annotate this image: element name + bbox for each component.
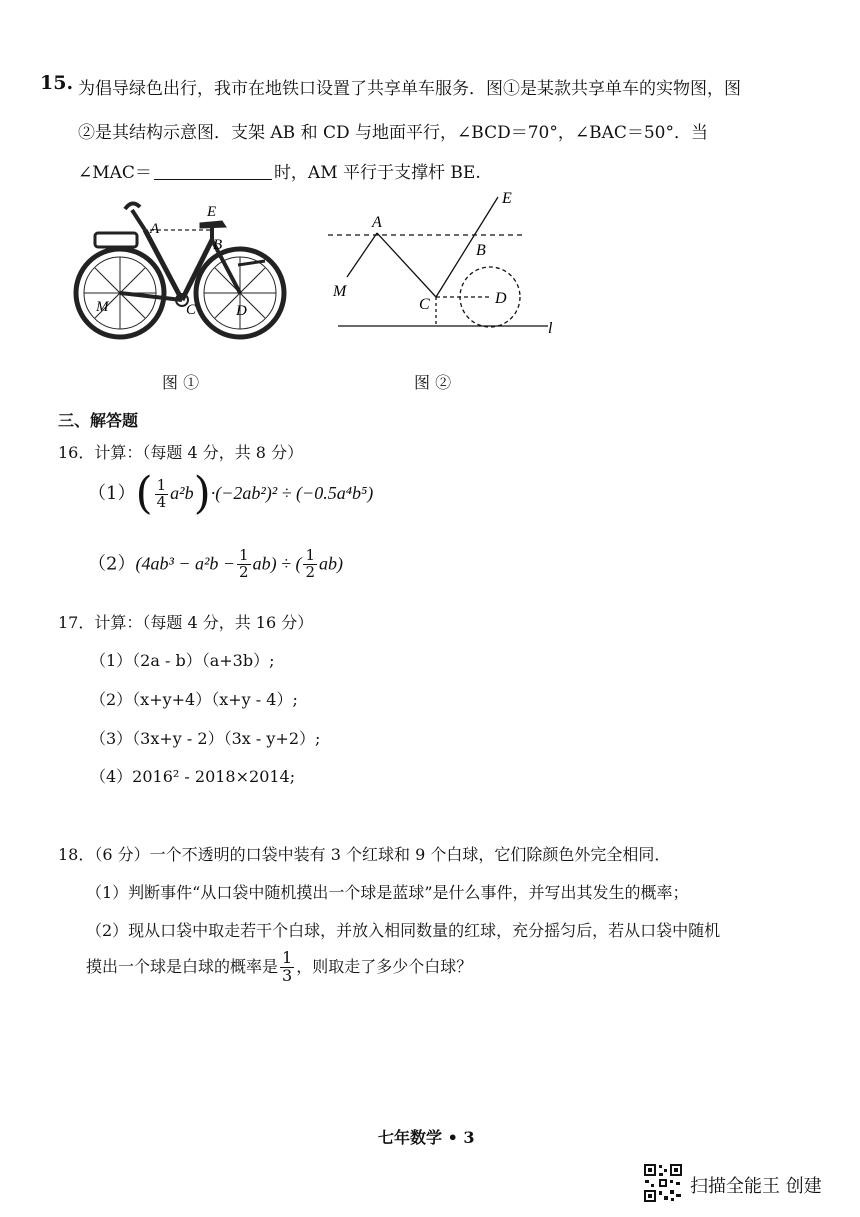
segment-ce	[436, 197, 498, 297]
q17-item-2: （2）（x+y+4）（x+y - 4）;	[90, 690, 298, 709]
q17-item-1: （1）（2a - b）（a+3b）;	[90, 651, 275, 670]
fraction-one-quarter	[155, 475, 169, 511]
q16-p2-c: ab)	[319, 553, 344, 574]
rear-rack	[238, 261, 265, 265]
section-title: 三、解答题	[58, 411, 139, 430]
fig1-caption: 图 ①	[162, 373, 200, 392]
q15-line2: ②是其结构示意图．支架 AB 和 CD 与地面平行，∠BCD＝70°，∠BAC＝50°．当	[78, 123, 708, 143]
q16-part1	[88, 468, 374, 519]
q15-line3-post: 时，AM 平行于支撑杆 BE.	[273, 163, 481, 183]
fig2-caption: 图 ②	[414, 373, 452, 392]
frac-num: 1	[239, 546, 249, 564]
frac-den: 4	[156, 492, 167, 511]
fig2-label-c: C	[419, 296, 430, 313]
q15-line1: 为倡导绿色出行，我市在地铁口设置了共享单车服务．图①是某款共享单车的实物图，图	[78, 79, 741, 99]
fig1-label-c: C	[186, 302, 197, 318]
q17-header: 17．计算：（每题 4 分，共 16 分）	[58, 613, 314, 632]
fig1-label-e: E	[207, 204, 217, 220]
paren-left: (	[135, 468, 153, 519]
frac-num: 1	[305, 546, 316, 564]
answer-blank[interactable]	[154, 165, 272, 180]
frac-den: 2	[239, 562, 249, 581]
fig2-label-l: l	[548, 320, 553, 337]
watermark-text: 扫描全能王 创建	[690, 1176, 822, 1197]
fig2-label-b: B	[476, 242, 486, 259]
q17-item-4: （4）2016² - 2018×2014;	[90, 767, 296, 786]
fraction-one-half-2	[303, 548, 317, 581]
q16-part2	[88, 548, 343, 581]
bicycle-figure	[70, 195, 290, 345]
page-footer: 七年数学 • 3	[378, 1128, 475, 1147]
fig1-label-b: B	[213, 237, 223, 253]
a2b-term: a²b	[170, 483, 194, 503]
q16-p2-b: ab) ÷ (	[252, 553, 302, 574]
fig1-label-a: A	[150, 221, 160, 237]
handlebar	[125, 203, 140, 209]
q18-p3-post: ，则取走了多少个白球？	[296, 956, 473, 976]
q18-part2: （2）现从口袋中取走若干个白球，并放入相同数量的红球，充分摇匀后，若从口袋中随机	[86, 921, 721, 940]
handlebar-stem	[132, 210, 145, 230]
q15-line3-pre: ∠MAC＝	[78, 163, 152, 183]
fig2-label-e: E	[502, 190, 512, 207]
q18-p3-pre: 摸出一个球是白球的概率是	[86, 956, 279, 976]
structure-diagram	[320, 185, 560, 345]
q18-part1: （1）判断事件“从口袋中随机摸出一个球是蓝球”是什么事件，并写出其发生的概率；	[86, 883, 689, 902]
basket	[95, 233, 137, 247]
fig2-label-m: M	[333, 283, 347, 300]
fig2-label-a: A	[372, 214, 382, 231]
q16-p2-a: (4ab³ − a²b −	[135, 553, 236, 574]
frac-num: 1	[282, 948, 293, 967]
frac-num: 1	[156, 475, 167, 494]
fig2-label-d: D	[495, 290, 507, 307]
dashed-circle	[460, 267, 520, 327]
segment-am	[347, 233, 377, 277]
q17-item-3: （3）（3x+y - 2）（3x - y+2）;	[90, 729, 321, 748]
fig1-label-d: D	[236, 303, 247, 319]
chain-stay	[120, 293, 182, 300]
q18-part3	[86, 950, 472, 985]
fig1-label-m: M	[96, 299, 109, 315]
segment-ac	[377, 233, 436, 297]
q15-line3	[78, 158, 481, 183]
frac-den: 3	[282, 965, 293, 985]
seat	[200, 221, 226, 228]
fraction-one-third	[280, 950, 294, 985]
frac-den: 2	[305, 562, 316, 581]
q16-header: 16．计算：（每题 4 分，共 8 分）	[58, 443, 304, 462]
q16-p1-rest: ·(−2ab²)² ÷ (−0.5a⁴b⁵)	[210, 483, 374, 503]
q16-p1-label: （1）	[88, 483, 136, 504]
q16-p2-label: （2）	[88, 553, 136, 575]
q18-header: 18．（6 分）一个不透明的口袋中装有 3 个红球和 9 个白球，它们除颜色外完全相同．	[58, 845, 671, 864]
fraction-one-half	[237, 548, 251, 581]
paren-right: )	[193, 468, 211, 519]
q15-number: 15.	[40, 72, 74, 94]
qr-code-icon	[643, 1163, 683, 1203]
